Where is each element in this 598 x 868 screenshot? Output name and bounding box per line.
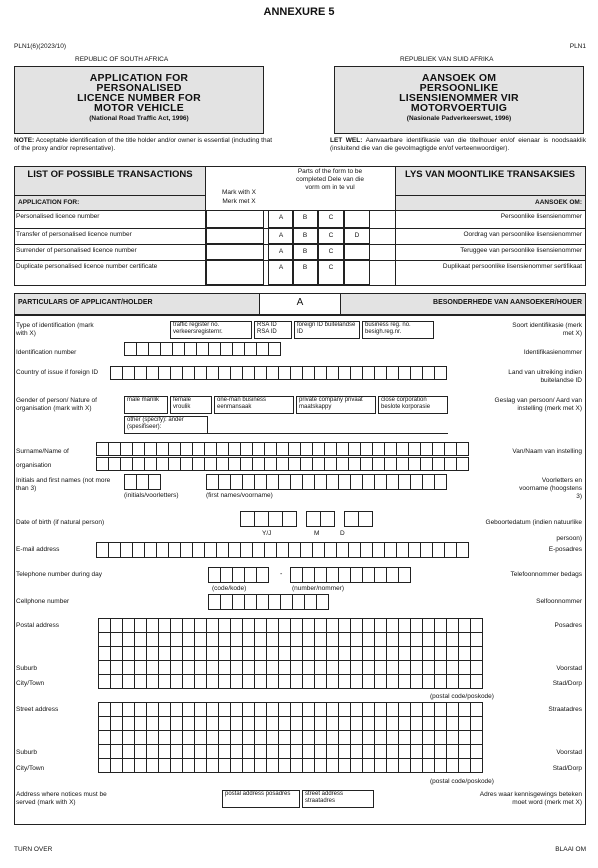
surname-field-row1[interactable] (96, 442, 468, 456)
transaction-part: A (268, 244, 294, 260)
transaction-part: A (268, 210, 294, 228)
mark-with-x-af: Merk met X (222, 198, 256, 205)
char-cell[interactable] (434, 366, 447, 380)
tel-dash: - (280, 571, 283, 578)
transactions-heading-af: LYS VAN MOONTLIKE TRANSAKSIES (395, 167, 585, 195)
tel-label-en: Telephone number during day (16, 571, 103, 578)
cell-label-en: Cellphone number (16, 598, 70, 605)
transaction-label-en: Transfer of personalised licence number (16, 231, 132, 238)
id-option-foreign-id[interactable]: foreign ID buitelandse ID (294, 321, 360, 339)
char-cell[interactable] (470, 618, 483, 633)
street-code-sub: (postal code/poskode) (430, 778, 494, 785)
dob-y-label: Y/J (262, 530, 272, 537)
notices-label-en: Address where notices must be served (mark with X) (16, 791, 107, 806)
transaction-part: C (318, 260, 344, 285)
char-cell[interactable] (470, 702, 483, 717)
transaction-label-en: Duplicate personalised licence number certificate (16, 263, 158, 270)
form-code-left: PLN1(6)(2023/10) (14, 43, 67, 50)
char-cell[interactable] (470, 674, 483, 689)
transaction-part: B (292, 244, 318, 260)
char-cell[interactable] (306, 511, 321, 527)
transaction-label-en: Personalised licence number (16, 213, 100, 220)
address-row[interactable] (98, 730, 482, 745)
country-label-en: Country of issue if foreign ID (16, 369, 99, 376)
address-row[interactable] (98, 632, 482, 647)
tel-code-sub: (code/kode) (212, 585, 247, 592)
transaction-mark-box[interactable] (206, 244, 264, 260)
transaction-label-af: Persoonlike lisensienommer (500, 213, 582, 220)
gender-label-en: Gender of person/ Nature of organisation (mark with X) (16, 397, 97, 412)
application-for-af: AANSOEK OM: (396, 196, 585, 210)
title-en-line: LICENCE NUMBER FOR (77, 92, 201, 104)
initials-field[interactable] (124, 474, 160, 490)
title-en-line: MOTOR VEHICLE (94, 102, 184, 114)
tel-number-sub: (number/nommer) (292, 585, 345, 592)
char-cell[interactable] (148, 474, 161, 490)
country-field[interactable] (110, 366, 446, 380)
street-suburb-label-en: Suburb (16, 749, 37, 756)
char-cell[interactable] (320, 511, 335, 527)
transaction-part: C (318, 228, 344, 244)
title-en-line: APPLICATION FOR (89, 72, 189, 84)
transaction-part: B (292, 228, 318, 244)
street-city-label-af: Stad/Dorp (552, 765, 582, 772)
initials-sub: (initials/voorletters) (124, 492, 179, 499)
footer-turn-over: TURN OVER (14, 846, 53, 853)
gender-label-af: Geslag van persoon/ Aard van instelling (merk met X) (494, 397, 582, 412)
char-cell[interactable] (470, 716, 483, 731)
char-cell[interactable] (470, 730, 483, 745)
char-cell[interactable] (268, 342, 281, 356)
char-cell[interactable] (434, 474, 447, 490)
street-label-af: Straatadres (548, 706, 582, 713)
street-suburb-label-af: Voorstad (556, 749, 582, 756)
transaction-part (344, 260, 370, 285)
address-row[interactable] (98, 758, 482, 773)
republic-en: REPUBLIC OF SOUTH AFRICA (75, 56, 169, 63)
dob-m-label: M (314, 530, 320, 537)
form-code-right: PLN1 (569, 43, 586, 50)
title-en-line: PERSONALISED (96, 82, 182, 94)
char-cell[interactable] (456, 457, 469, 471)
dob-d-label: D (340, 530, 345, 537)
char-cell[interactable] (254, 511, 269, 527)
notices-option-postal[interactable]: postal address posadres (222, 790, 300, 808)
char-cell[interactable] (256, 567, 269, 583)
street-label-en: Street address (16, 706, 59, 713)
transaction-part: C (318, 244, 344, 260)
annexure-heading: ANNEXURE 5 (263, 6, 335, 18)
gender-option-female[interactable]: female vroulik (170, 396, 212, 414)
char-cell[interactable] (240, 511, 255, 527)
tel-label-af: Telefoonnommer bedags (510, 571, 582, 578)
transaction-part (344, 244, 370, 260)
address-row[interactable] (98, 744, 482, 759)
id-type-label-en: Type of identification (mark with X) (16, 322, 94, 337)
first-names-field[interactable] (206, 474, 446, 490)
title-af-line: MOTORVOERTUIG (410, 102, 508, 114)
note-en-label: NOTE: (14, 137, 35, 144)
transaction-mark-box[interactable] (206, 260, 264, 285)
parts-note: Parts of the form to be completed Dele van die vorm om in te vul (296, 168, 364, 191)
id-number-label-af: Identifikasienommer (523, 349, 582, 356)
transaction-part: A (268, 228, 294, 244)
transaction-part: D (344, 228, 370, 244)
act-en: (National Road Traffic Act, 1996) (89, 115, 189, 122)
notices-label-af: Adres waar kennisgewings beteken moet word (merk met X) (479, 791, 582, 806)
email-label-en: E-mail address (16, 546, 60, 553)
postal-label-af: Posadres (554, 622, 582, 629)
cell-label-af: Selfoonnommer (536, 598, 582, 605)
dob-field[interactable] (240, 511, 372, 527)
postal-label-en: Postal address (16, 622, 59, 629)
note-af-text: Aanvaarbare identifikasie van die titelhouer en/of eienaar is noodsaaklik (insluitend die van die gevolmagtigde en/of verteenwoordiger). (330, 137, 586, 152)
gender-option-other[interactable]: other (specify): ander (spesifiseer): (124, 416, 208, 434)
first-names-sub: (first names/voorname) (206, 492, 273, 499)
title-af-box (334, 66, 584, 134)
transaction-label-en: Surrender of personalised licence number (16, 247, 137, 254)
gender-option-male[interactable]: male manlik (124, 396, 168, 414)
dob-label-af: Geboortedatum (indien natuurlike persoon) (485, 519, 582, 542)
transaction-label-af: Oordrag van persoonlike lisensienommer (463, 231, 582, 238)
transaction-mark-box[interactable] (206, 210, 264, 228)
gender-option-private-company[interactable]: private company privaat maatskappy (296, 396, 376, 414)
note-af-label: LET WEL: (330, 137, 363, 144)
surname-field-row2[interactable] (96, 457, 468, 471)
section-a-heading-af: BESONDERHEDE VAN AANSOEKER/HOUER (341, 294, 585, 314)
application-for-en: APPLICATION FOR: (15, 196, 205, 210)
transaction-part (344, 210, 370, 228)
transactions-heading-en: LIST OF POSSIBLE TRANSACTIONS (15, 167, 205, 195)
email-field[interactable] (96, 542, 468, 558)
id-option-rsa-id[interactable]: RSA ID RSA ID (254, 321, 292, 339)
act-af: (Nasionale Padverkeerswet, 1996) (406, 115, 512, 122)
country-label-af: Land van uitreiking indien buitelandse ID (508, 369, 582, 384)
transaction-part: B (292, 260, 318, 285)
id-number-field[interactable] (124, 342, 280, 356)
postal-suburb-label-en: Suburb (16, 665, 37, 672)
note-en-text: Acceptable identification of the title holder and/or owner is essential (including that of the proxy and/or representative). (14, 137, 272, 152)
surname-label-af: Van/Naam van instelling (512, 448, 582, 455)
char-cell[interactable] (358, 511, 373, 527)
email-label-af: E-posadres (548, 546, 582, 553)
notices-option-street[interactable]: street address straatadres (302, 790, 374, 808)
title-af-line: AANSOEK OM (421, 72, 497, 84)
char-cell[interactable] (456, 442, 469, 456)
cellphone-field[interactable] (208, 594, 328, 610)
char-cell[interactable] (398, 567, 411, 583)
transaction-label-af: Teruggee van persoonlike lisensienommer (460, 247, 582, 254)
tel-code-field[interactable] (208, 567, 268, 583)
postal-suburb-label-af: Voorstad (556, 665, 582, 672)
char-cell[interactable] (470, 632, 483, 647)
initials-label-en: Initials and first names (not more than 3) (16, 477, 111, 492)
id-option-traffic-register[interactable]: traffic register no. verkeersregisternr. (170, 321, 252, 339)
title-af-line: PERSOONLIKE (419, 82, 499, 94)
char-cell[interactable] (470, 744, 483, 759)
address-row[interactable] (98, 716, 482, 731)
transaction-part: C (318, 210, 344, 228)
char-cell[interactable] (316, 594, 329, 610)
title-af-line: LISENSIENOMMER VIR (399, 92, 519, 104)
char-cell[interactable] (344, 511, 359, 527)
id-option-business-reg[interactable]: business reg. no. besigh.reg.nr. (362, 321, 434, 339)
char-cell[interactable] (470, 660, 483, 675)
char-cell[interactable] (268, 511, 283, 527)
address-row[interactable] (98, 618, 482, 633)
tel-number-field[interactable] (290, 567, 410, 583)
transaction-part: A (268, 260, 294, 285)
gender-option-close-corporation[interactable]: close corporation beslote korporasie (378, 396, 448, 414)
address-row[interactable] (98, 660, 482, 675)
char-cell[interactable] (470, 758, 483, 773)
address-row[interactable] (98, 674, 482, 689)
note-af (330, 137, 586, 153)
postal-code-sub: (postal code/poskode) (430, 693, 494, 700)
address-row[interactable] (98, 646, 482, 661)
char-cell[interactable] (282, 511, 297, 527)
dob-label-en: Date of birth (if natural person) (16, 519, 105, 526)
transaction-label-af: Duplikaat persoonlike lisensienommer sertifikaat (442, 263, 582, 270)
section-a-letter: A (296, 297, 304, 308)
section-a-heading-en: PARTICULARS OF APPLICANT/HOLDER (15, 294, 259, 314)
id-number-label-en: Identification number (16, 349, 77, 356)
address-row[interactable] (98, 702, 482, 717)
transaction-part: B (292, 210, 318, 228)
postal-city-label-en: City/Town (16, 680, 45, 687)
title-en-box (14, 66, 264, 134)
street-city-label-en: City/Town (16, 765, 45, 772)
id-type-label-af: Soort identifikasie (merk met X) (512, 322, 582, 337)
mark-with-x-en: Mark with X (222, 189, 256, 196)
postal-city-label-af: Stad/Dorp (552, 680, 582, 687)
footer-blaai-om: BLAAI OM (555, 846, 586, 853)
note-en (14, 137, 272, 153)
gender-option-one-man-business[interactable]: one-man business eenmansaak (214, 396, 294, 414)
republic-af: REPUBLIEK VAN SUID AFRIKA (400, 56, 494, 63)
surname-label-en: Surname/Name of organisation (16, 448, 69, 469)
transaction-mark-box[interactable] (206, 228, 264, 244)
initials-label-af: Voorletters en voorname (hoogstens 3) (519, 477, 582, 500)
char-cell[interactable] (470, 646, 483, 661)
char-cell[interactable] (456, 542, 469, 558)
